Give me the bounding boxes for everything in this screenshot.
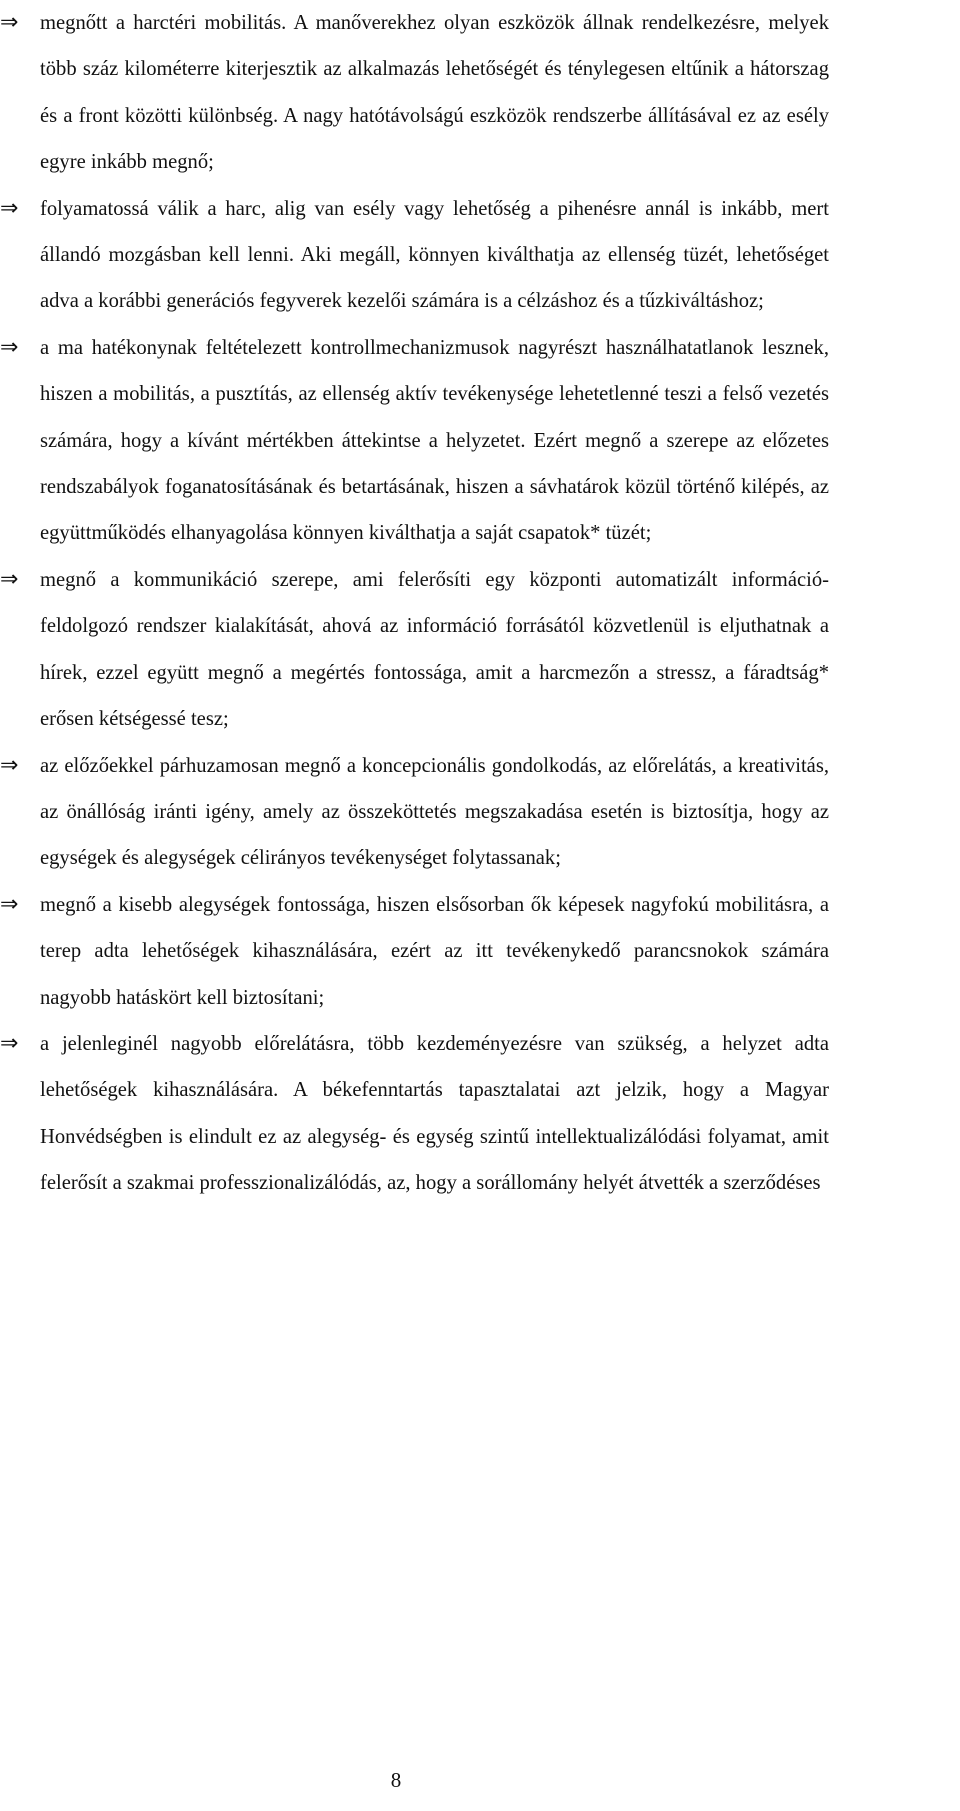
double-arrow-icon: ⇒ (0, 334, 19, 360)
bullet-item-2 (0, 186, 960, 325)
bullet-text: a ma hatékonynak feltételezett kontrollmechanizmusok nagyrészt használhatatlanok lesznek, hiszen a mobilitás, a pusztítás, az ellenség aktív tevékenysége lehetetlenné teszi a felső vezetés számára, hogy a kívánt mértékben áttekintse a helyzetet. Ezért megnő a szerepe az előzetes rendszabályok foganatosításának és betartásának, hiszen a sávhatárok közül történő kilépés, az együttműködés elhanyagolása könnyen kiválthatja a saját csapatok* tüzét; (40, 336, 829, 545)
bullet-text: megnő a kisebb alegységek fontossága, hiszen elsősorban ők képesek nagyfokú mobilitásra, a terep adta lehetőségek kihasználására, ezért az itt tevékenykedő parancsnokok számára nagyobb hatáskört kell biztosítani; (40, 893, 829, 1009)
bullet-item-7 (0, 1021, 960, 1207)
double-arrow-icon: ⇒ (0, 752, 19, 778)
bullet-text: folyamatossá válik a harc, alig van esély vagy lehetőség a pihenésre annál is inkább, mert állandó mozgásban kell lenni. Aki megáll, könnyen kiválthatja az ellenség tüzét, lehetőséget adva a korábbi generációs fegyverek kezelői számára is a célzáshoz és a tűzkiváltáshoz; (40, 197, 829, 313)
bullet-text: a jelenleginél nagyobb előrelátásra, több kezdeményezésre van szükség, a helyzet adta lehetőségek kihasználására. A békefenntartás tapasztalatai azt jelzik, hogy a Magyar Honvédségben is elindult ez az alegység- és egység szintű intellektualizálódási folyamat, amit felerősít a szakmai professzionalizálódás, az, hogy a sorállomány helyét átvették a szerződéses (40, 1032, 829, 1195)
double-arrow-icon: ⇒ (0, 566, 19, 592)
bullet-item-3 (0, 325, 960, 557)
bullet-text: az előzőekkel párhuzamosan megnő a koncepcionális gondolkodás, az előrelátás, a kreativitás, az önállóság iránti igény, amely az összeköttetés megszakadása esetén is biztosítja, hogy az egységek és alegységek célirányos tevékenységet folytassanak; (40, 754, 829, 870)
page-number: 8 (390, 1768, 402, 1792)
double-arrow-icon: ⇒ (0, 195, 19, 221)
bullet-item-4 (0, 557, 960, 743)
bullet-text: megnő a kommunikáció szerepe, ami felerősíti egy központi automatizált információ-feldolgozó rendszer kialakítását, ahová az információ forrásától közvetlenül is eljuthatnak a hírek, ezzel együtt megnő a megértés fontossága, amit a harcmezőn a stressz, a fáradtság* erősen kétségessé tesz; (40, 568, 829, 731)
bullet-item-5 (0, 743, 960, 882)
bullet-item-6 (0, 882, 960, 1021)
double-arrow-icon: ⇒ (0, 10, 19, 35)
double-arrow-icon: ⇒ (0, 891, 19, 917)
double-arrow-icon: ⇒ (0, 1030, 19, 1056)
bullet-text: megnőtt a harctéri mobilitás. A manőverekhez olyan eszközök állnak rendelkezésre, melyek több száz kilométerre kiterjesztik az alkalmazás lehetőségét és ténylegesen eltűnik a hátorszag és a front közötti különbség. A nagy hatótávolságú eszközök rendszerbe állításával ez az esély egyre inkább megnő; (40, 12, 829, 174)
bullet-item-1 (0, 0, 960, 186)
